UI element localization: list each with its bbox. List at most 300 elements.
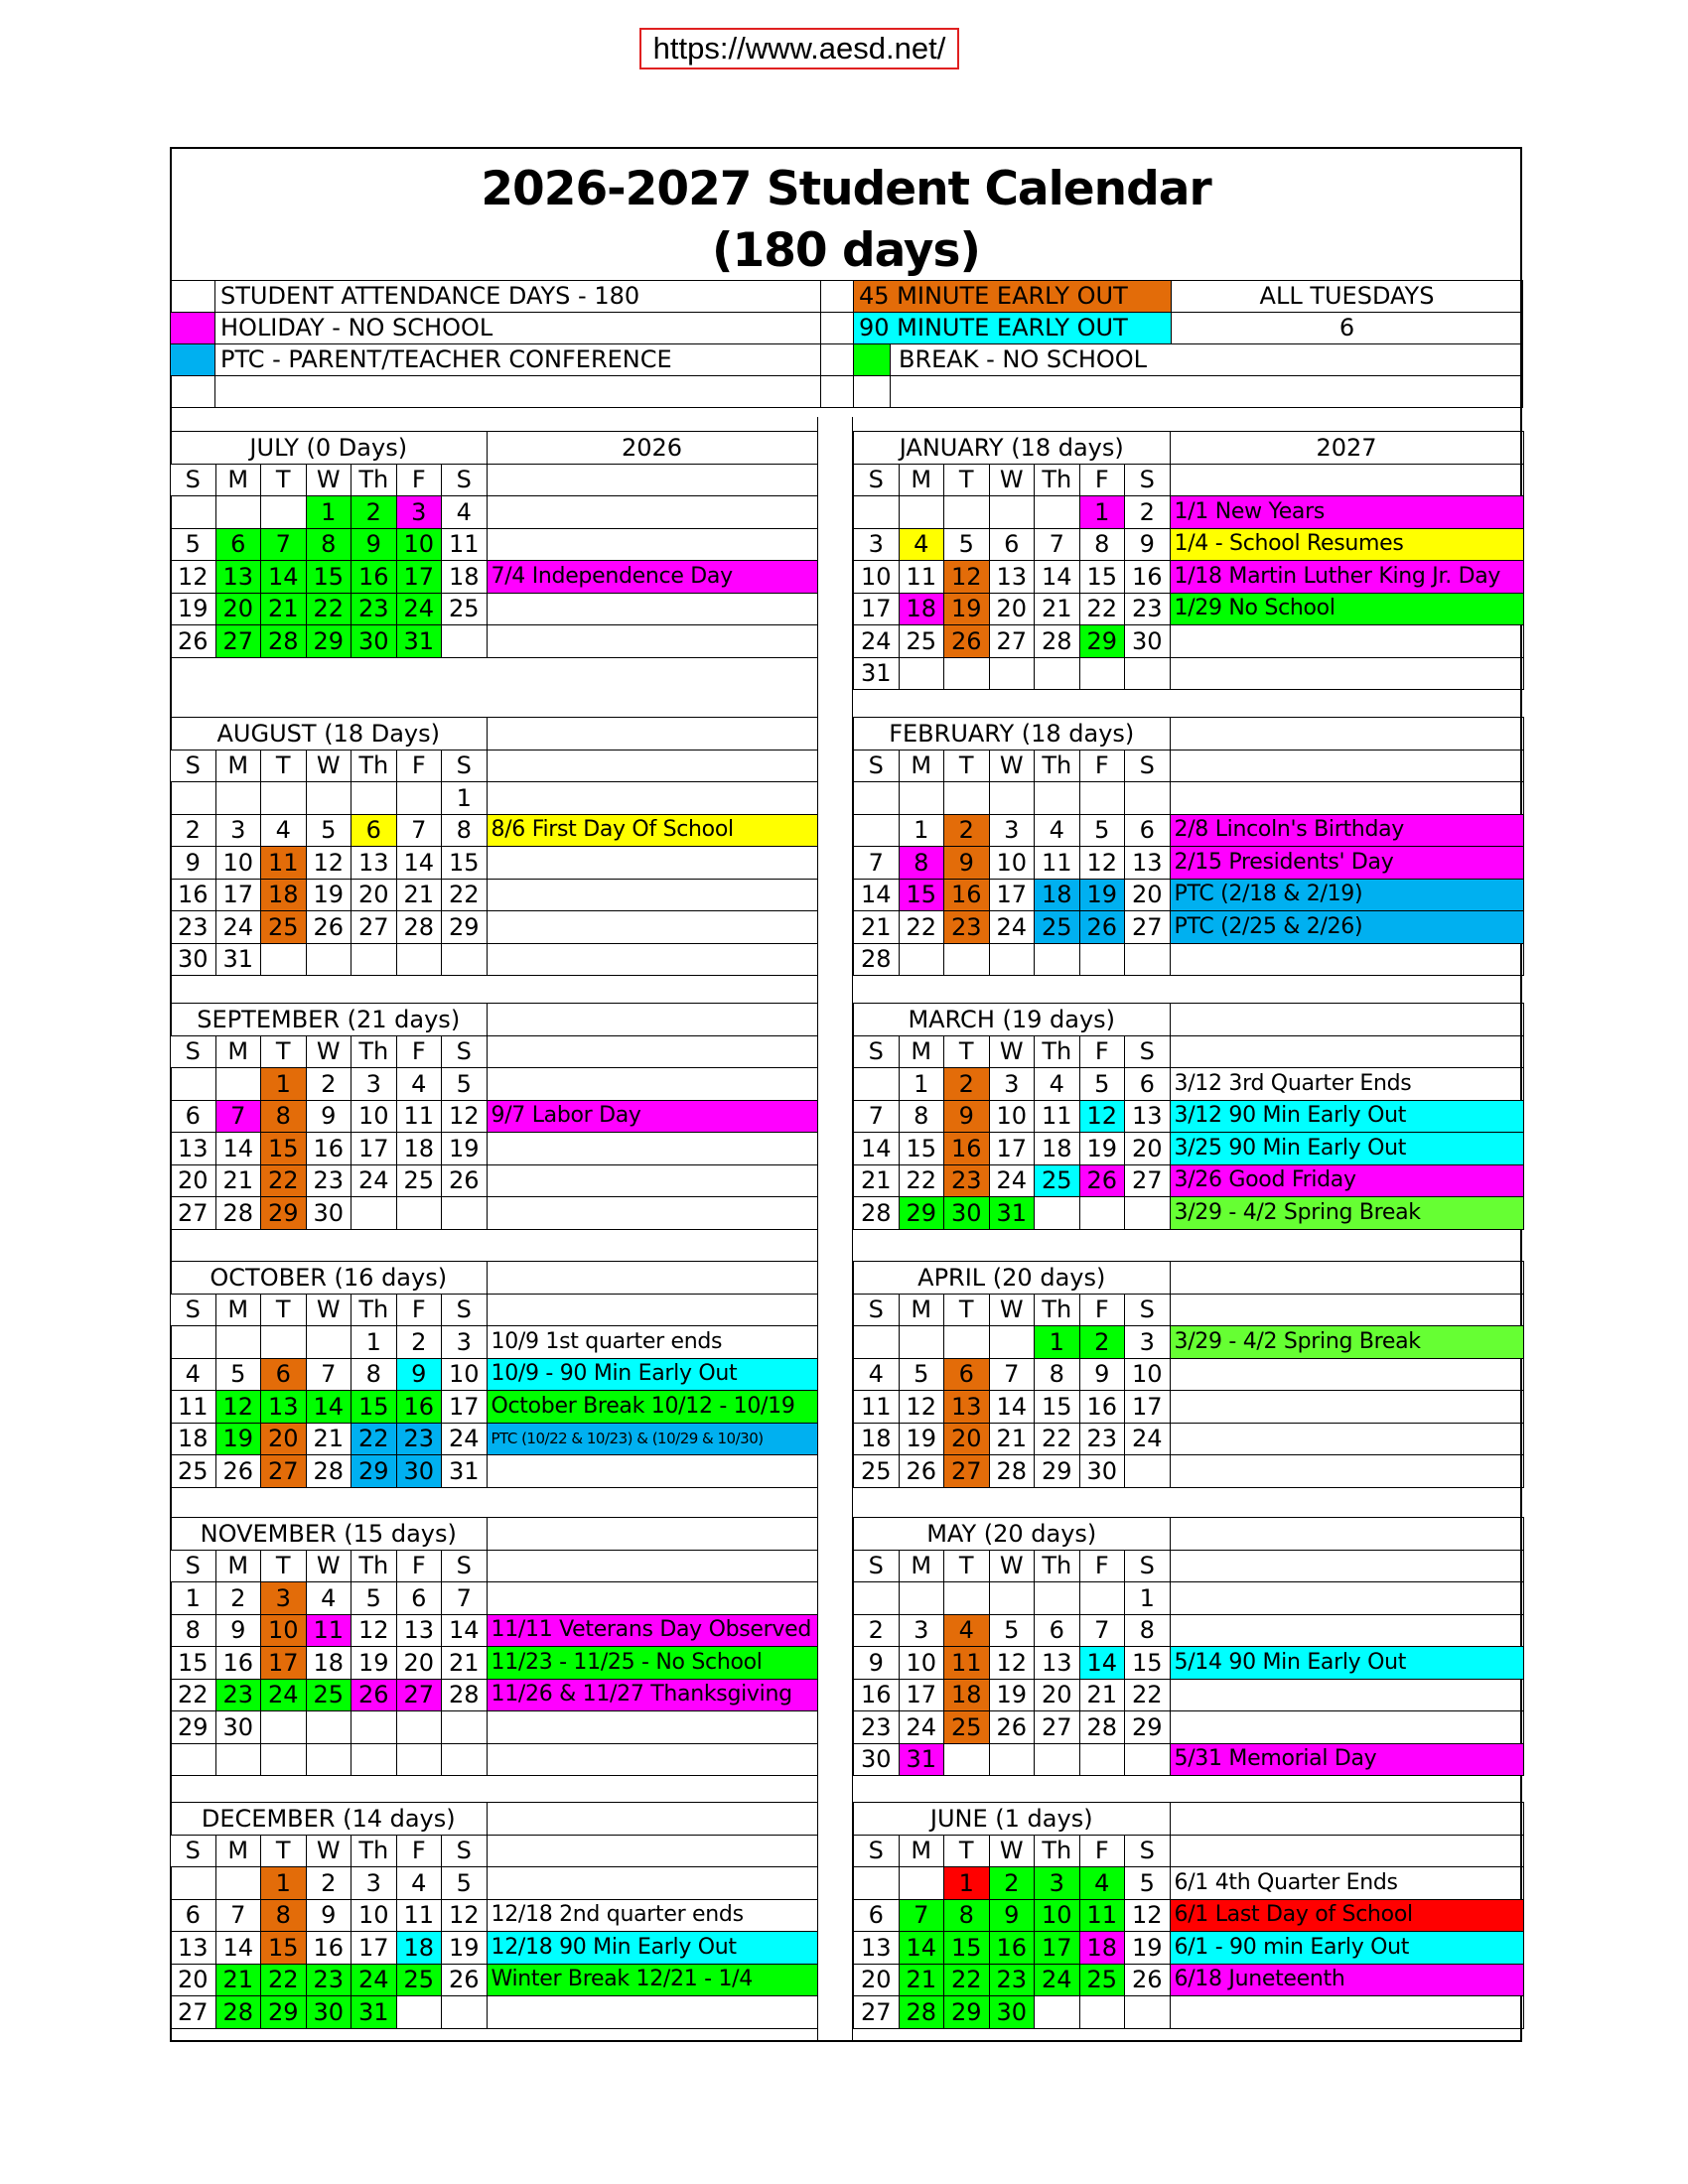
- day-cell: 18: [1035, 1133, 1080, 1165]
- empty-day-cell: [1079, 1996, 1125, 2029]
- day-cell: 9: [989, 1899, 1035, 1932]
- event-note: 12/18 90 Min Early Out: [487, 1932, 817, 1965]
- empty-day-cell: [854, 1068, 900, 1101]
- day-cell: 24: [1125, 1423, 1171, 1455]
- day-cell: 18: [442, 561, 488, 594]
- day-cell: 25: [442, 593, 488, 625]
- weekday-header: W: [306, 1294, 352, 1326]
- empty-day-cell: [1079, 782, 1125, 815]
- day-cell: 18: [899, 593, 944, 625]
- day-cell: 13: [1125, 1100, 1171, 1133]
- note-cell: [1170, 750, 1523, 782]
- day-cell: 17: [989, 879, 1035, 911]
- day-cell: 16: [171, 879, 216, 911]
- day-cell: 9: [854, 1647, 900, 1680]
- empty-day-cell: [1035, 1996, 1080, 2029]
- event-note: [487, 1582, 817, 1615]
- day-cell: 25: [396, 1964, 442, 1996]
- day-cell: 26: [989, 1711, 1035, 1744]
- day-cell: 6: [261, 1358, 307, 1391]
- event-note: [487, 528, 817, 561]
- day-cell: 23: [352, 593, 397, 625]
- event-note: 6/1 - 90 min Early Out: [1170, 1932, 1523, 1965]
- day-cell: 22: [944, 1964, 990, 1996]
- weekday-header: W: [989, 750, 1035, 782]
- day-cell: 11: [899, 561, 944, 594]
- day-cell: 8: [1035, 1358, 1080, 1391]
- day-cell: 21: [215, 1164, 261, 1197]
- day-cell: 29: [306, 625, 352, 658]
- empty-day-cell: [944, 782, 990, 815]
- day-cell: 15: [306, 561, 352, 594]
- month-block: [853, 1261, 1524, 1488]
- title-line-2: (180 days): [712, 223, 980, 278]
- day-cell: 20: [944, 1423, 990, 1455]
- empty-day-cell: [352, 1711, 397, 1744]
- weekday-header: F: [1079, 1835, 1125, 1867]
- empty-day-cell: [944, 1582, 990, 1615]
- day-cell: 24: [899, 1711, 944, 1744]
- empty-day-cell: [989, 496, 1035, 529]
- month-block: [853, 717, 1524, 976]
- day-cell: 12: [944, 561, 990, 594]
- day-cell: 22: [1079, 593, 1125, 625]
- day-cell: 30: [1079, 1455, 1125, 1488]
- weekday-header: F: [396, 1835, 442, 1867]
- day-cell: 14: [1035, 561, 1080, 594]
- day-cell: 20: [1125, 1133, 1171, 1165]
- day-cell: 16: [306, 1932, 352, 1965]
- weekday-header: S: [171, 1035, 216, 1068]
- day-cell: 27: [352, 911, 397, 944]
- month-title: MAY (20 days): [854, 1518, 1171, 1551]
- day-cell: 25: [854, 1455, 900, 1488]
- month-title: JANUARY (18 days): [854, 432, 1171, 465]
- day-cell: 21: [1035, 593, 1080, 625]
- day-cell: 17: [854, 593, 900, 625]
- event-note: [487, 847, 817, 880]
- day-cell: 20: [1125, 879, 1171, 911]
- day-cell: 22: [1035, 1423, 1080, 1455]
- day-cell: 7: [989, 1358, 1035, 1391]
- day-cell: 10: [1125, 1358, 1171, 1391]
- day-cell: 26: [1125, 1964, 1171, 1996]
- day-cell: 18: [1079, 1932, 1125, 1965]
- day-cell: 9: [171, 847, 216, 880]
- day-cell: 26: [944, 625, 990, 658]
- day-cell: 18: [944, 1679, 990, 1711]
- day-cell: 5: [171, 528, 216, 561]
- day-cell: 22: [261, 1164, 307, 1197]
- empty-day-cell: [854, 496, 900, 529]
- event-note: PTC (2/18 & 2/19): [1170, 879, 1523, 911]
- day-cell: 13: [1125, 847, 1171, 880]
- day-cell: 3: [352, 1068, 397, 1101]
- weekday-header: T: [261, 1035, 307, 1068]
- day-cell: 24: [352, 1964, 397, 1996]
- day-cell: 30: [215, 1711, 261, 1744]
- day-cell: 4: [442, 496, 488, 529]
- event-note: 10/9 1st quarter ends: [487, 1326, 817, 1359]
- day-cell: 5: [1079, 814, 1125, 847]
- empty-day-cell: [989, 943, 1035, 976]
- event-note: [487, 1197, 817, 1230]
- event-note: 2/8 Lincoln's Birthday: [1170, 814, 1523, 847]
- empty-day-cell: [261, 943, 307, 976]
- day-cell: 4: [854, 1358, 900, 1391]
- day-cell: 13: [1035, 1647, 1080, 1680]
- day-cell: 22: [442, 879, 488, 911]
- weekday-header: Th: [352, 464, 397, 496]
- day-cell: 23: [171, 911, 216, 944]
- day-cell: 7: [854, 1100, 900, 1133]
- empty-day-cell: [352, 782, 397, 815]
- event-note: [1170, 782, 1523, 815]
- day-cell: 12: [352, 1614, 397, 1647]
- day-cell: 16: [396, 1391, 442, 1424]
- year-label: [1170, 1803, 1523, 1836]
- day-cell: 7: [261, 528, 307, 561]
- empty-day-cell: [1125, 782, 1171, 815]
- day-cell: 4: [1035, 814, 1080, 847]
- day-cell: 26: [171, 625, 216, 658]
- day-cell: 16: [944, 879, 990, 911]
- day-cell: 6: [1125, 1068, 1171, 1101]
- empty-day-cell: [944, 943, 990, 976]
- empty-day-cell: [396, 782, 442, 815]
- day-cell: 4: [306, 1582, 352, 1615]
- empty-day-cell: [215, 1743, 261, 1776]
- empty-day-cell: [989, 1743, 1035, 1776]
- empty-day-cell: [442, 1197, 488, 1230]
- empty-day-cell: [854, 1582, 900, 1615]
- empty-day-cell: [944, 496, 990, 529]
- day-cell: 20: [261, 1423, 307, 1455]
- empty-day-cell: [215, 1068, 261, 1101]
- weekday-header: T: [944, 464, 990, 496]
- empty-day-cell: [396, 1743, 442, 1776]
- empty-day-cell: [171, 1068, 216, 1101]
- day-cell: 22: [899, 911, 944, 944]
- month-title: JULY (0 Days): [171, 432, 488, 465]
- event-note: [1170, 1996, 1523, 2029]
- day-cell: 11: [261, 847, 307, 880]
- legend-gap: [821, 344, 854, 376]
- empty-day-cell: [306, 943, 352, 976]
- event-note: PTC (2/25 & 2/26): [1170, 911, 1523, 944]
- empty-day-cell: [171, 1326, 216, 1359]
- day-cell: 18: [396, 1133, 442, 1165]
- weekday-header: S: [1125, 750, 1171, 782]
- empty-day-cell: [1125, 943, 1171, 976]
- day-cell: 11: [396, 1100, 442, 1133]
- year-label: [487, 1803, 817, 1836]
- day-cell: 17: [396, 561, 442, 594]
- day-cell: 27: [215, 625, 261, 658]
- event-note: [1170, 625, 1523, 658]
- day-cell: 3: [1035, 1867, 1080, 1900]
- day-cell: 31: [989, 1197, 1035, 1230]
- month-title: NOVEMBER (15 days): [171, 1518, 488, 1551]
- day-cell: 3: [1125, 1326, 1171, 1359]
- day-cell: 8: [306, 528, 352, 561]
- empty-day-cell: [306, 782, 352, 815]
- event-note: [1170, 657, 1523, 690]
- month-block: [170, 717, 818, 976]
- month-block: [170, 1802, 818, 2029]
- day-cell: 9: [1125, 528, 1171, 561]
- weekday-header: W: [989, 1835, 1035, 1867]
- day-cell: 16: [1125, 561, 1171, 594]
- day-cell: 14: [854, 1133, 900, 1165]
- event-note: 6/1 Last Day of School: [1170, 1899, 1523, 1932]
- weekday-header: M: [899, 1294, 944, 1326]
- day-cell: 27: [171, 1996, 216, 2029]
- event-note: [1170, 1711, 1523, 1744]
- day-cell: 19: [352, 1647, 397, 1680]
- weekday-header: M: [899, 750, 944, 782]
- day-cell: 6: [854, 1899, 900, 1932]
- day-cell: 5: [1125, 1867, 1171, 1900]
- empty-day-cell: [899, 496, 944, 529]
- weekday-header: Th: [1035, 1294, 1080, 1326]
- day-cell: 8: [442, 814, 488, 847]
- day-cell: 6: [1125, 814, 1171, 847]
- day-cell: 30: [171, 943, 216, 976]
- legend-count-90: 6: [1172, 313, 1523, 344]
- event-note: 11/23 - 11/25 - No School: [487, 1647, 817, 1680]
- day-cell: 15: [261, 1133, 307, 1165]
- weekday-header: S: [442, 1294, 488, 1326]
- empty-day-cell: [854, 814, 900, 847]
- day-cell: 4: [396, 1068, 442, 1101]
- day-cell: 19: [1079, 1133, 1125, 1165]
- note-cell: [487, 750, 817, 782]
- day-cell: 23: [396, 1423, 442, 1455]
- legend-empty: [854, 376, 1523, 408]
- note-cell: [487, 464, 817, 496]
- note-cell: [487, 1550, 817, 1582]
- day-cell: 26: [352, 1679, 397, 1711]
- month-title: DECEMBER (14 days): [171, 1803, 488, 1836]
- day-cell: 15: [352, 1391, 397, 1424]
- weekday-header: T: [261, 750, 307, 782]
- day-cell: 26: [442, 1964, 488, 1996]
- empty-day-cell: [899, 1867, 944, 1900]
- weekday-header: S: [854, 750, 900, 782]
- event-note: 7/4 Independence Day: [487, 561, 817, 594]
- day-cell: 4: [899, 528, 944, 561]
- day-cell: 3: [261, 1582, 307, 1615]
- day-cell: 30: [1125, 625, 1171, 658]
- day-cell: 15: [1079, 561, 1125, 594]
- day-cell: 16: [306, 1133, 352, 1165]
- day-cell: 19: [215, 1423, 261, 1455]
- year-label: [1170, 718, 1523, 751]
- day-cell: 24: [1035, 1964, 1080, 1996]
- day-cell: 10: [352, 1100, 397, 1133]
- day-cell: 25: [171, 1455, 216, 1488]
- weekday-header: M: [215, 1035, 261, 1068]
- event-note: [487, 943, 817, 976]
- day-cell: 27: [396, 1679, 442, 1711]
- day-cell: 1: [261, 1068, 307, 1101]
- empty-day-cell: [1035, 1582, 1080, 1615]
- day-cell: 25: [396, 1164, 442, 1197]
- weekday-header: S: [1125, 1294, 1171, 1326]
- day-cell: 28: [899, 1996, 944, 2029]
- legend-empty: [171, 376, 215, 408]
- legend-table: [170, 280, 1523, 408]
- day-cell: 31: [215, 943, 261, 976]
- day-cell: 24: [989, 1164, 1035, 1197]
- day-cell: 13: [171, 1133, 216, 1165]
- day-cell: 12: [442, 1899, 488, 1932]
- day-cell: 8: [261, 1100, 307, 1133]
- source-url[interactable]: https://www.aesd.net/: [639, 28, 959, 69]
- month-block: [170, 1517, 818, 1776]
- day-cell: 4: [1035, 1068, 1080, 1101]
- day-cell: 6: [171, 1899, 216, 1932]
- day-cell: 17: [352, 1932, 397, 1965]
- day-cell: 2: [396, 1326, 442, 1359]
- event-note: [487, 1068, 817, 1101]
- weekday-header: Th: [352, 1835, 397, 1867]
- weekday-header: S: [442, 1835, 488, 1867]
- day-cell: 1: [944, 1867, 990, 1900]
- day-cell: 8: [944, 1899, 990, 1932]
- day-cell: 24: [854, 625, 900, 658]
- empty-day-cell: [944, 657, 990, 690]
- weekday-header: T: [261, 1294, 307, 1326]
- weekday-header: T: [944, 1550, 990, 1582]
- day-cell: 1: [899, 1068, 944, 1101]
- weekday-header: S: [171, 1294, 216, 1326]
- event-note: PTC (10/22 & 10/23) & (10/29 & 10/30): [487, 1423, 817, 1455]
- day-cell: 24: [215, 911, 261, 944]
- month-block: [853, 1802, 1524, 2029]
- weekday-header: W: [306, 1035, 352, 1068]
- day-cell: 1: [1035, 1326, 1080, 1359]
- event-note: 3/26 Good Friday: [1170, 1164, 1523, 1197]
- day-cell: 14: [261, 561, 307, 594]
- year-label: 2026: [487, 432, 817, 465]
- empty-day-cell: [306, 1711, 352, 1744]
- empty-day-cell: [215, 1326, 261, 1359]
- weekday-header: M: [215, 1835, 261, 1867]
- day-cell: 16: [854, 1679, 900, 1711]
- day-cell: 3: [442, 1326, 488, 1359]
- day-cell: 12: [442, 1100, 488, 1133]
- weekday-header: T: [261, 464, 307, 496]
- day-cell: 19: [442, 1932, 488, 1965]
- empty-day-cell: [989, 782, 1035, 815]
- empty-day-cell: [899, 657, 944, 690]
- event-note: Winter Break 12/21 - 1/4: [487, 1964, 817, 1996]
- year-label: [1170, 1004, 1523, 1036]
- day-cell: 27: [1125, 911, 1171, 944]
- weekday-header: S: [171, 1550, 216, 1582]
- month-block: [170, 431, 818, 658]
- day-cell: 6: [215, 528, 261, 561]
- day-cell: 15: [442, 847, 488, 880]
- weekday-header: W: [989, 1550, 1035, 1582]
- legend-swatch-attendance: [171, 281, 215, 313]
- weekday-header: Th: [1035, 1550, 1080, 1582]
- day-cell: 9: [944, 1100, 990, 1133]
- empty-day-cell: [854, 1867, 900, 1900]
- day-cell: 20: [171, 1164, 216, 1197]
- note-cell: [1170, 1294, 1523, 1326]
- legend-break: BREAK - NO SCHOOL: [899, 345, 1148, 373]
- event-note: 3/29 - 4/2 Spring Break: [1170, 1197, 1523, 1230]
- day-cell: 22: [171, 1679, 216, 1711]
- month-block: [853, 1003, 1524, 1230]
- event-note: 3/12 90 Min Early Out: [1170, 1100, 1523, 1133]
- note-cell: [487, 1294, 817, 1326]
- day-cell: 12: [899, 1391, 944, 1424]
- weekday-header: Th: [352, 1550, 397, 1582]
- day-cell: 2: [352, 496, 397, 529]
- empty-day-cell: [899, 943, 944, 976]
- empty-day-cell: [442, 1743, 488, 1776]
- day-cell: 18: [1035, 879, 1080, 911]
- day-cell: 26: [899, 1455, 944, 1488]
- day-cell: 21: [854, 1164, 900, 1197]
- day-cell: 18: [396, 1932, 442, 1965]
- day-cell: 27: [989, 625, 1035, 658]
- event-note: [487, 1133, 817, 1165]
- day-cell: 28: [261, 625, 307, 658]
- day-cell: 19: [1079, 879, 1125, 911]
- day-cell: 26: [442, 1164, 488, 1197]
- day-cell: 23: [944, 911, 990, 944]
- day-cell: 2: [171, 814, 216, 847]
- empty-day-cell: [352, 1197, 397, 1230]
- month-title: OCTOBER (16 days): [171, 1262, 488, 1295]
- weekday-header: Th: [1035, 1835, 1080, 1867]
- day-cell: 18: [306, 1647, 352, 1680]
- day-cell: 12: [989, 1647, 1035, 1680]
- day-cell: 8: [1125, 1614, 1171, 1647]
- weekday-header: F: [396, 750, 442, 782]
- event-note: 1/4 - School Resumes: [1170, 528, 1523, 561]
- weekday-header: F: [1079, 1294, 1125, 1326]
- day-cell: 29: [1035, 1455, 1080, 1488]
- day-cell: 14: [306, 1391, 352, 1424]
- day-cell: 10: [442, 1358, 488, 1391]
- day-cell: 24: [442, 1423, 488, 1455]
- event-note: 5/31 Memorial Day: [1170, 1743, 1523, 1776]
- day-cell: 10: [215, 847, 261, 880]
- note-cell: [1170, 464, 1523, 496]
- event-note: October Break 10/12 - 10/19: [487, 1391, 817, 1424]
- day-cell: 17: [989, 1133, 1035, 1165]
- day-cell: 2: [306, 1068, 352, 1101]
- event-note: [1170, 943, 1523, 976]
- day-cell: 27: [261, 1455, 307, 1488]
- day-cell: 7: [899, 1899, 944, 1932]
- event-note: [1170, 1423, 1523, 1455]
- day-cell: 18: [171, 1423, 216, 1455]
- day-cell: 19: [899, 1423, 944, 1455]
- day-cell: 16: [215, 1647, 261, 1680]
- weekday-header: Th: [1035, 750, 1080, 782]
- day-cell: 15: [1125, 1647, 1171, 1680]
- day-cell: 29: [261, 1197, 307, 1230]
- day-cell: 27: [1125, 1164, 1171, 1197]
- event-note: [487, 593, 817, 625]
